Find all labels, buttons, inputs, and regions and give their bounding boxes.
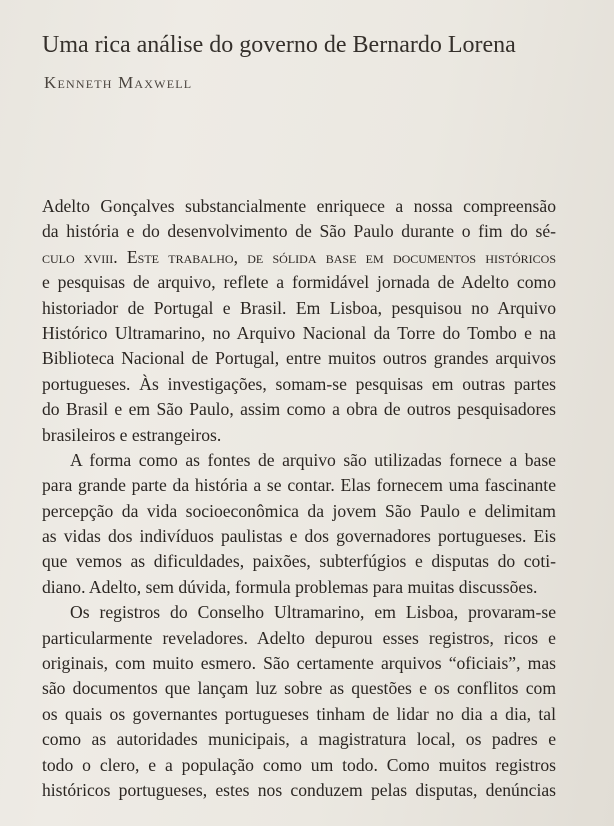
article-body xyxy=(42,194,556,803)
text-line: Histórico Ultramarino, no Arquivo Nacional da Torre do Tombo e na xyxy=(42,322,556,343)
text-line: A forma como as fontes de arquivo são utilizadas fornece a base xyxy=(70,449,556,470)
text-line: percepção da vida socioeconômica da jovem São Paulo e delimitam xyxy=(42,500,556,521)
text-line: as vidas dos indivíduos paulistas e dos governadores portugueses. Eis xyxy=(42,526,556,547)
text-line: brasileiros e estrangeiros. xyxy=(42,424,222,445)
text-line: e pesquisas de arquivo, reflete a formidável jornada de Adelto como xyxy=(42,272,556,293)
text-line: como as autoridades municipais, a magistratura local, os padres e xyxy=(42,729,556,750)
article-title: Uma rica análise do governo de Bernardo Lorena xyxy=(42,32,516,58)
text-line: todo o clero, e a população como um todo. Como muitos registros xyxy=(42,754,556,775)
text-line: os quais os governantes portugueses tinham de lidar no dia a dia, tal xyxy=(42,703,556,724)
text-line: Adelto Gonçalves substancialmente enriquece a nossa compreensão xyxy=(42,196,556,216)
text-line: para grande parte da história a se contar. Elas fornecem uma fascinante xyxy=(42,475,556,496)
text-line: culo xviii. Este trabalho, de sólida base em documentos históricos xyxy=(42,246,556,267)
text-line: da história e do desenvolvimento de São Paulo durante o fim do sé- xyxy=(42,221,556,242)
text-line: Os registros do Conselho Ultramarino, em Lisboa, provaram-se xyxy=(70,602,556,623)
text-line: portugueses. Às investigações, somam-se pesquisas em outras partes xyxy=(42,373,556,394)
text-line: históricos portugueses, estes nos conduzem pelas disputas, denúncias xyxy=(42,779,556,800)
text-line: Biblioteca Nacional de Portugal, entre muitos outros grandes arquivos xyxy=(42,348,556,369)
text-line: do Brasil e em São Paulo, assim como a obra de outros pesquisadores xyxy=(42,399,556,420)
text-line: particularmente reveladores. Adelto depurou esses registros, ricos e xyxy=(42,627,556,648)
text-line: historiador de Portugal e Brasil. Em Lisboa, pesquisou no Arquivo xyxy=(42,297,556,318)
article-author: Kenneth Maxwell xyxy=(44,73,193,92)
text-line: diano. Adelto, sem dúvida, formula problemas para muitas discussões. xyxy=(42,576,538,597)
text-line: originais, com muito esmero. São certamente arquivos “oficiais”, mas xyxy=(42,653,556,674)
text-line: são documentos que lançam luz sobre as questões e os conflitos com xyxy=(42,678,556,699)
text-line: que vemos as dificuldades, paixões, subterfúgios e disputas do coti- xyxy=(42,551,556,572)
